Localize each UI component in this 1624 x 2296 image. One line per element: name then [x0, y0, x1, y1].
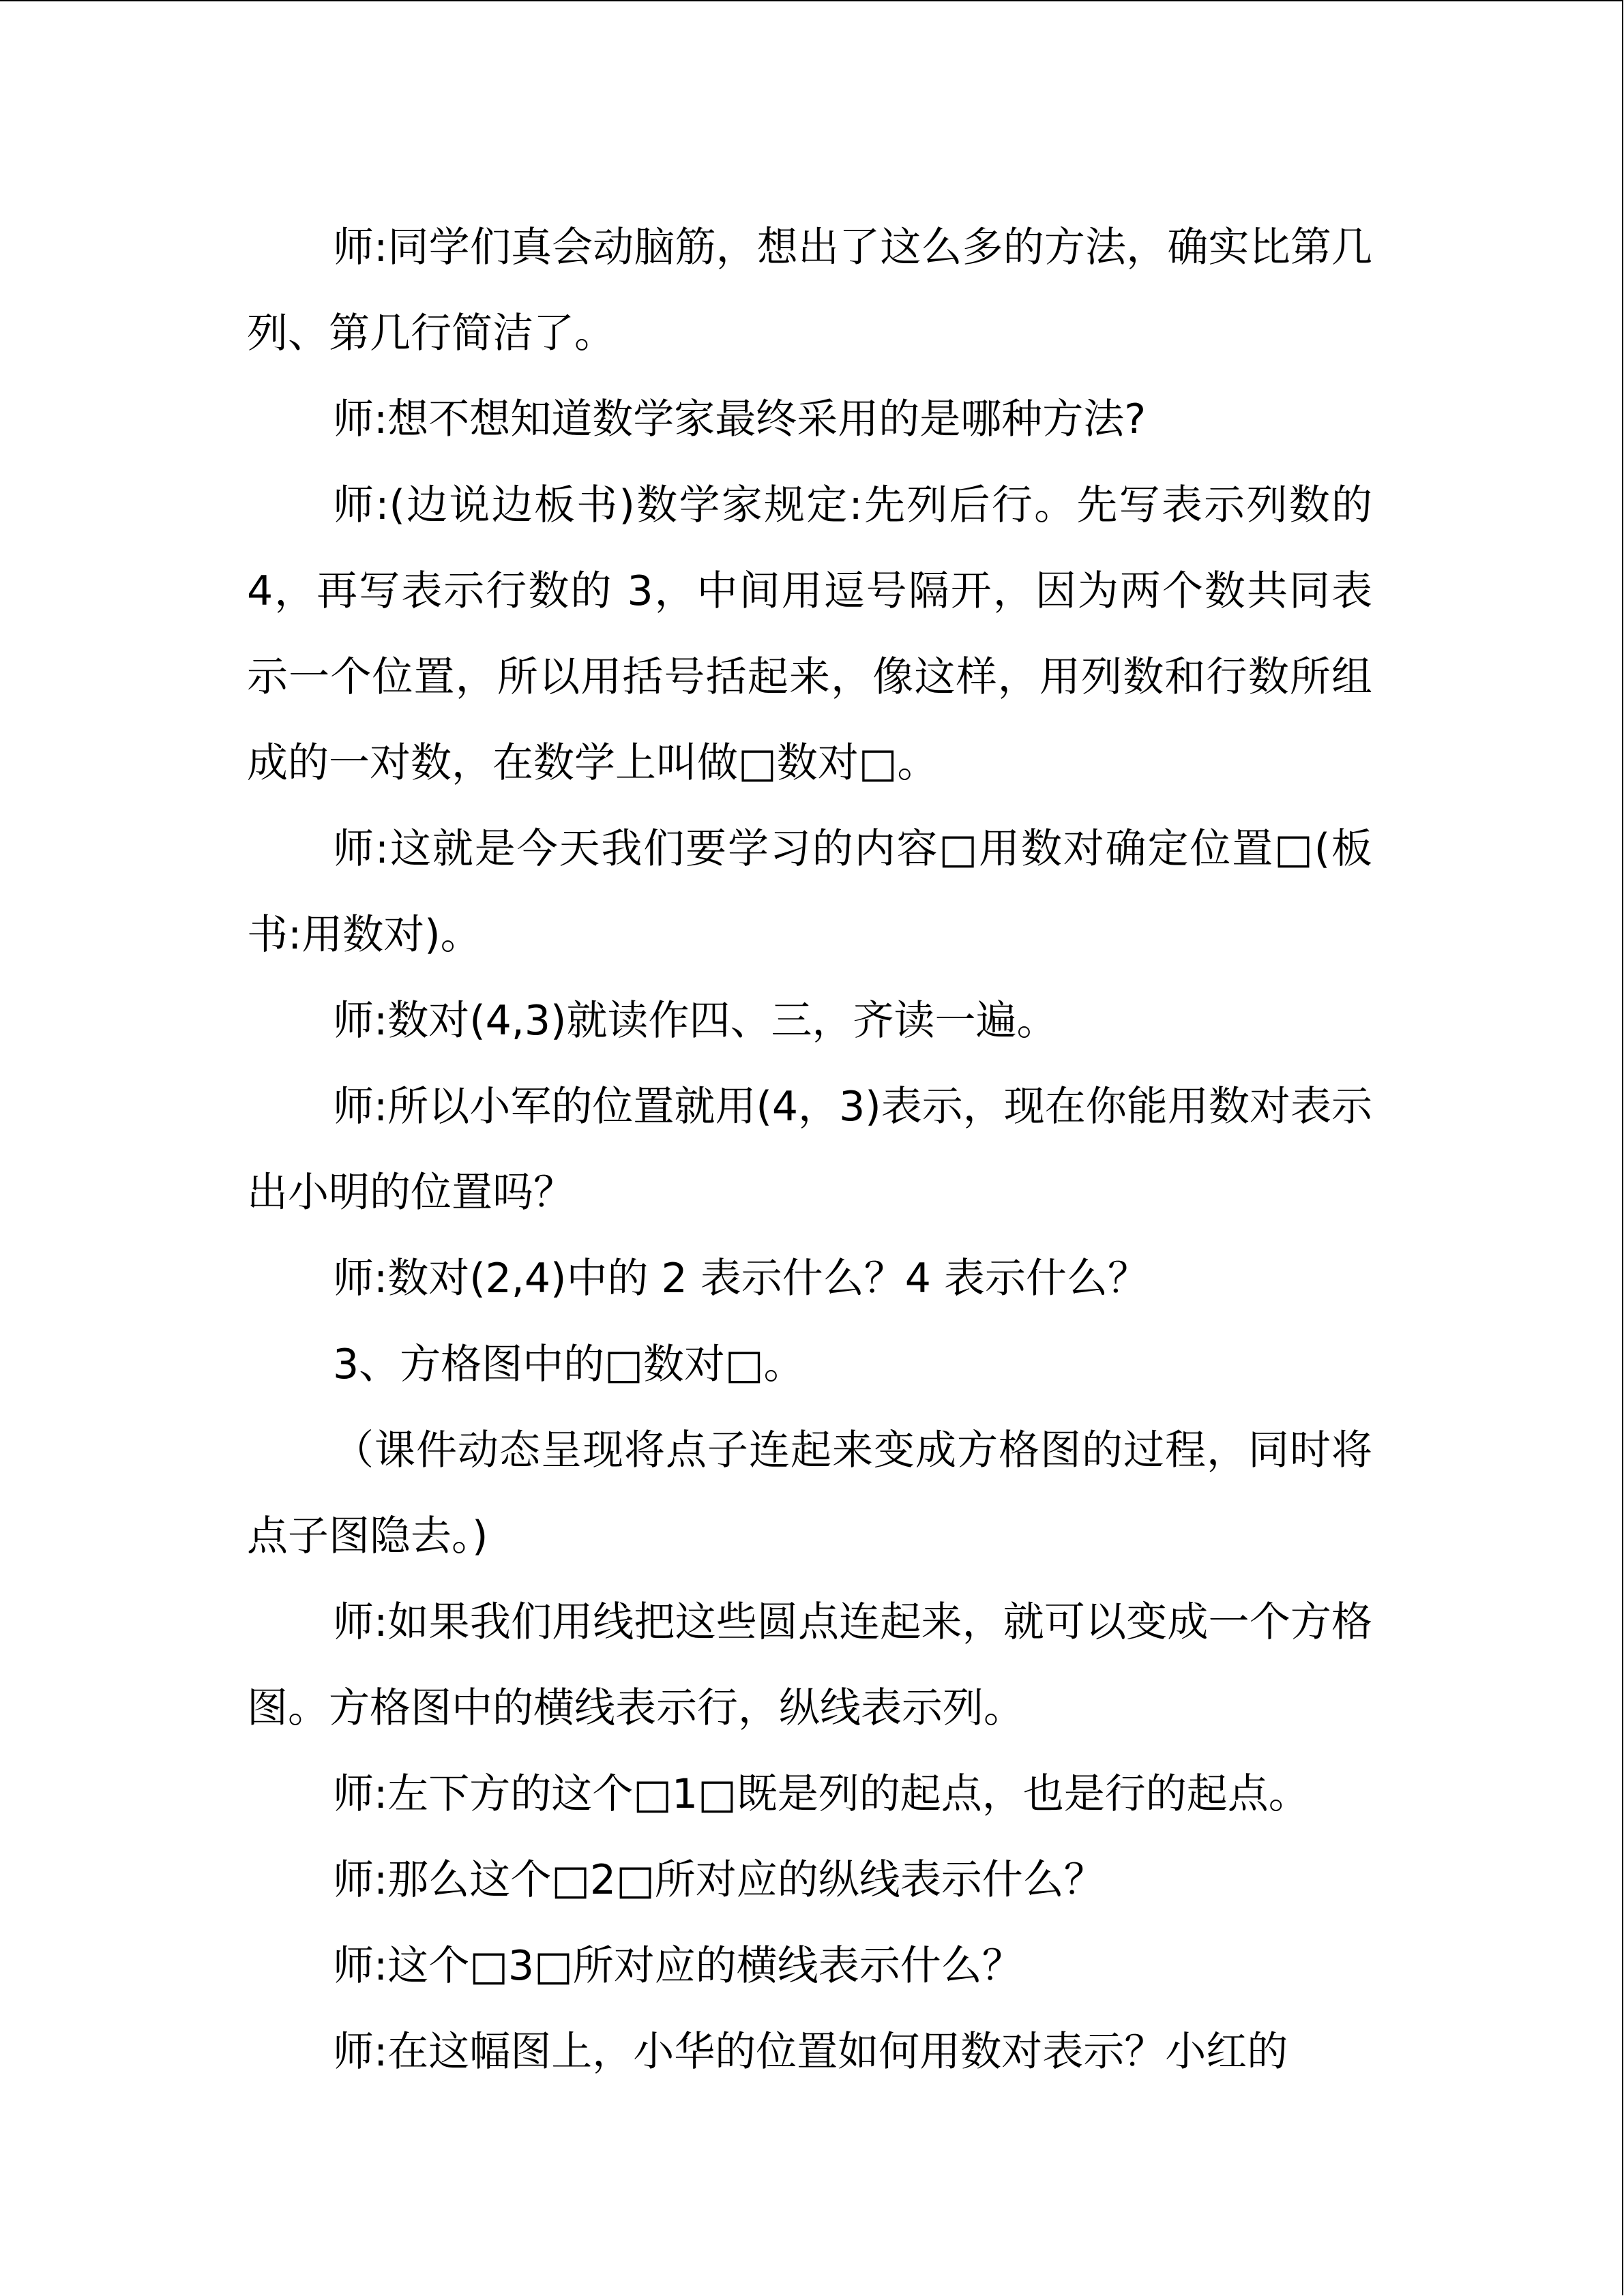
paragraph-14: 师:在这幅图上，小华的位置如何用数对表示？小红的 [333, 2028, 1288, 2076]
paragraph-6: 师:所以小军的位置就用(4，3)表示，现在你能用数对表示出小明的位置吗？ [247, 1083, 1372, 1217]
paragraph-5: 师:数对(4,3)就读作四、三，齐读一遍。 [333, 997, 1058, 1045]
paragraph-2: 师:想不想知道数学家最终采用的是哪种方法? [333, 396, 1147, 443]
paragraph-9: （课件动态呈现将点子连起来变成方格图的过程，同时将点子图隐去。) [247, 1427, 1372, 1560]
paragraph-7: 师:数对(2,4)中的 2 表示什么？4 表示什么？ [333, 1255, 1149, 1302]
paragraph-11: 师:左下方的这个□1□既是列的起点，也是行的起点。 [333, 1770, 1310, 1818]
paragraph-13: 师:这个□3□所对应的横线表示什么？ [333, 1942, 1023, 1990]
paragraph-10: 师:如果我们用线把这些圆点连起来，就可以变成一个方格图。方格图中的横线表示行，纵线表示列。 [247, 1598, 1372, 1732]
paragraph-12: 师:那么这个□2□所对应的纵线表示什么？ [333, 1856, 1105, 1904]
paragraph-1: 师:同学们真会动脑筋，想出了这么多的方法，确实比第几列、第几行简洁了。 [247, 224, 1372, 357]
paragraph-3: 师:(边说边板书)数学家规定:先列后行。先写表示列数的 4，再写表示行数的 3，中间用逗号隔开，因为两个数共同表示一个位置，所以用括号括起来，像这样，用列数和行数所组成的一对数，在数学上叫做□数对□。 [247, 481, 1372, 787]
document-body [247, 205, 1372, 2095]
paragraph-4: 师:这就是今天我们要学习的内容□用数对确定位置□(板书:用数对)。 [247, 825, 1372, 959]
paragraph-8: 3、方格图中的□数对□。 [333, 1341, 805, 1388]
